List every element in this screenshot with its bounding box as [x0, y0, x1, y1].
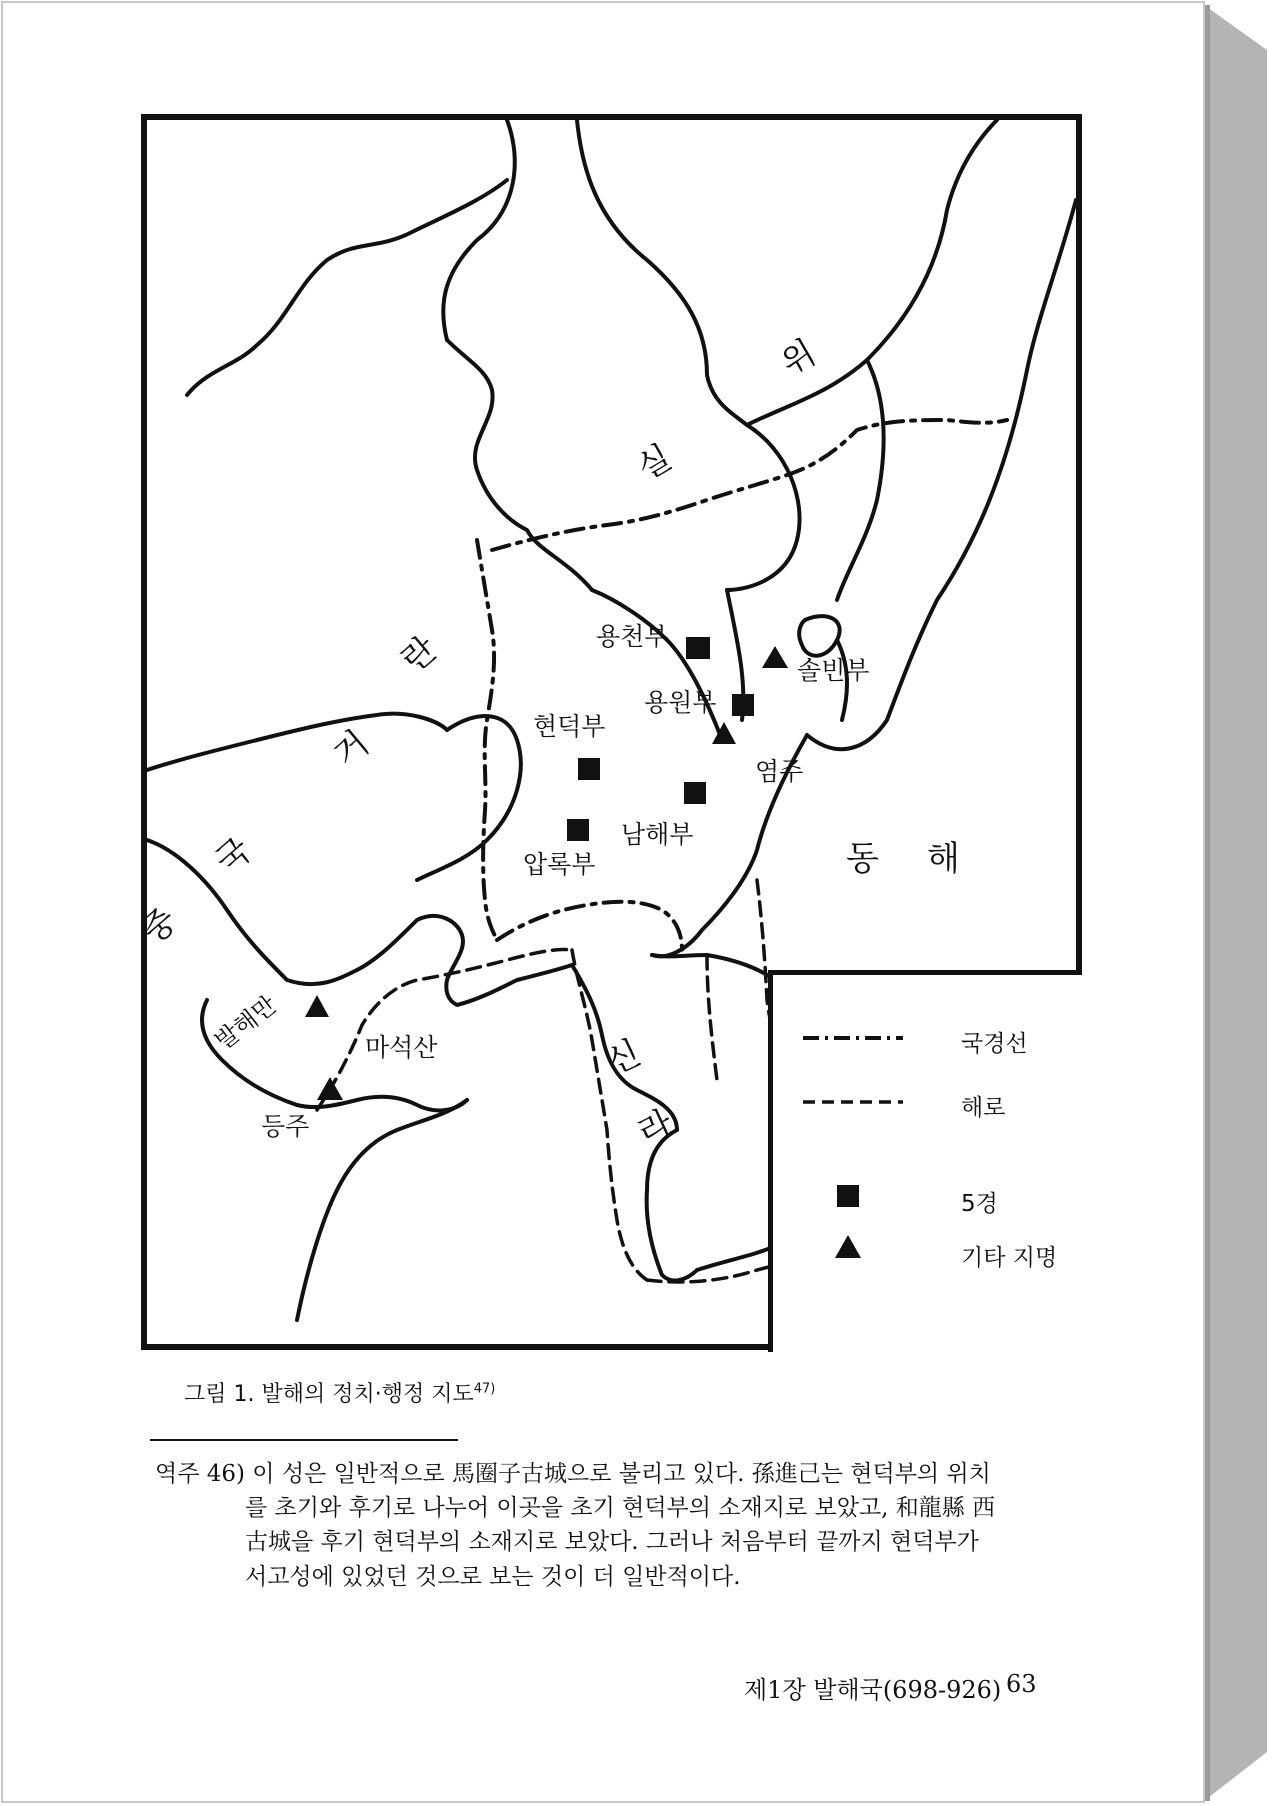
legend-label-border: 국경선	[961, 1031, 1028, 1057]
label-deungju: 등주	[261, 1112, 310, 1141]
legend-capital-marker	[837, 1185, 859, 1207]
lake-outline	[577, 120, 997, 425]
label-solbinbu: 솔빈부	[797, 656, 870, 685]
footnote-rule	[150, 1439, 458, 1441]
translator-note-line-1: 역주 46) 이 성은 일반적으로 馬圈子古城으로 불리고 있다. 孫進己는 현덕부의 위치	[155, 1461, 991, 1487]
caption-footnote-ref: 47)	[473, 1381, 496, 1397]
coastline-northwest	[187, 180, 507, 395]
region-balhaeman: 발해만	[209, 990, 282, 1056]
figure-caption	[184, 1377, 495, 1408]
river-1	[447, 340, 592, 590]
region-silwi-2: 위	[774, 332, 823, 384]
page-number: 63	[1006, 1670, 1037, 1698]
sea-route-korea-inner	[707, 955, 717, 1080]
legend-label-sea-route: 해로	[961, 1095, 1006, 1121]
river-3	[727, 425, 800, 590]
capital-amnokbu-marker	[567, 819, 589, 841]
translator-note-line-2: 를 초기와 후기로 나누어 이곳을 초기 현덕부의 소재지로 보았고, 和龍縣 西	[245, 1495, 996, 1521]
capital-namhaebu-marker	[684, 782, 706, 804]
label-yongcheonbu: 용천부	[596, 622, 669, 651]
region-donghae-2: 해	[927, 839, 960, 879]
region-donghae-1: 동	[846, 839, 879, 879]
place-solbinbu-marker	[762, 646, 788, 668]
region-silla-2: 라	[632, 1102, 679, 1154]
river-5	[837, 360, 884, 600]
lake-small	[799, 616, 839, 656]
region-georan-2: 란	[393, 629, 445, 681]
label-amnokbu: 압록부	[523, 850, 596, 879]
map-legend	[768, 970, 1082, 1352]
river-west-2	[417, 716, 521, 880]
map-frame	[133, 114, 1082, 1350]
label-namhaebu: 남해부	[621, 820, 694, 849]
caption-text: 그림 1. 발해의 정치·행정 지도	[184, 1382, 474, 1407]
sea-route-bohai	[317, 949, 572, 1110]
region-georan-1: 거	[325, 723, 377, 775]
label-yongwonbu: 용원부	[644, 688, 717, 717]
region-jungguk-1: 중	[133, 900, 185, 952]
place-deungju-marker	[317, 1077, 343, 1100]
region-silwi-1: 실	[630, 437, 679, 489]
capital-yongwonbu-marker	[732, 694, 754, 716]
legend-label-other: 기타 지명	[961, 1245, 1058, 1271]
border-south	[497, 902, 682, 950]
river-2	[592, 590, 722, 740]
label-maseoksan: 마석산	[365, 1033, 438, 1062]
capital-yongcheonbu-marker	[686, 637, 710, 659]
capital-hyeondeokbu-marker	[578, 758, 600, 780]
border-north	[492, 420, 1007, 550]
shandong	[297, 1100, 467, 1320]
label-hyeondeokbu: 현덕부	[533, 712, 606, 741]
book-side-edge	[1204, 5, 1267, 1801]
river-west-1	[147, 714, 447, 775]
region-silla-1: 신	[600, 1032, 647, 1084]
legend-label-capitals: 5경	[961, 1191, 998, 1217]
region-jungguk-2: 국	[207, 830, 259, 882]
river-north	[443, 120, 515, 340]
korea-coast-west	[647, 1130, 697, 1280]
running-footer: 제1장 발해국(698-926)	[744, 1676, 1002, 1704]
place-maseoksan-marker	[305, 995, 329, 1017]
border-west	[477, 540, 497, 940]
translator-note-line-4: 서고성에 있었던 것으로 보는 것이 더 일반적이다.	[245, 1564, 741, 1590]
label-yeomju: 염주	[755, 757, 804, 786]
translator-note-line-3: 古城을 후기 현덕부의 소재지로 보았다. 그러나 처음부터 끝까지 현덕부가	[245, 1529, 979, 1555]
legend-other-marker	[835, 1235, 861, 1258]
